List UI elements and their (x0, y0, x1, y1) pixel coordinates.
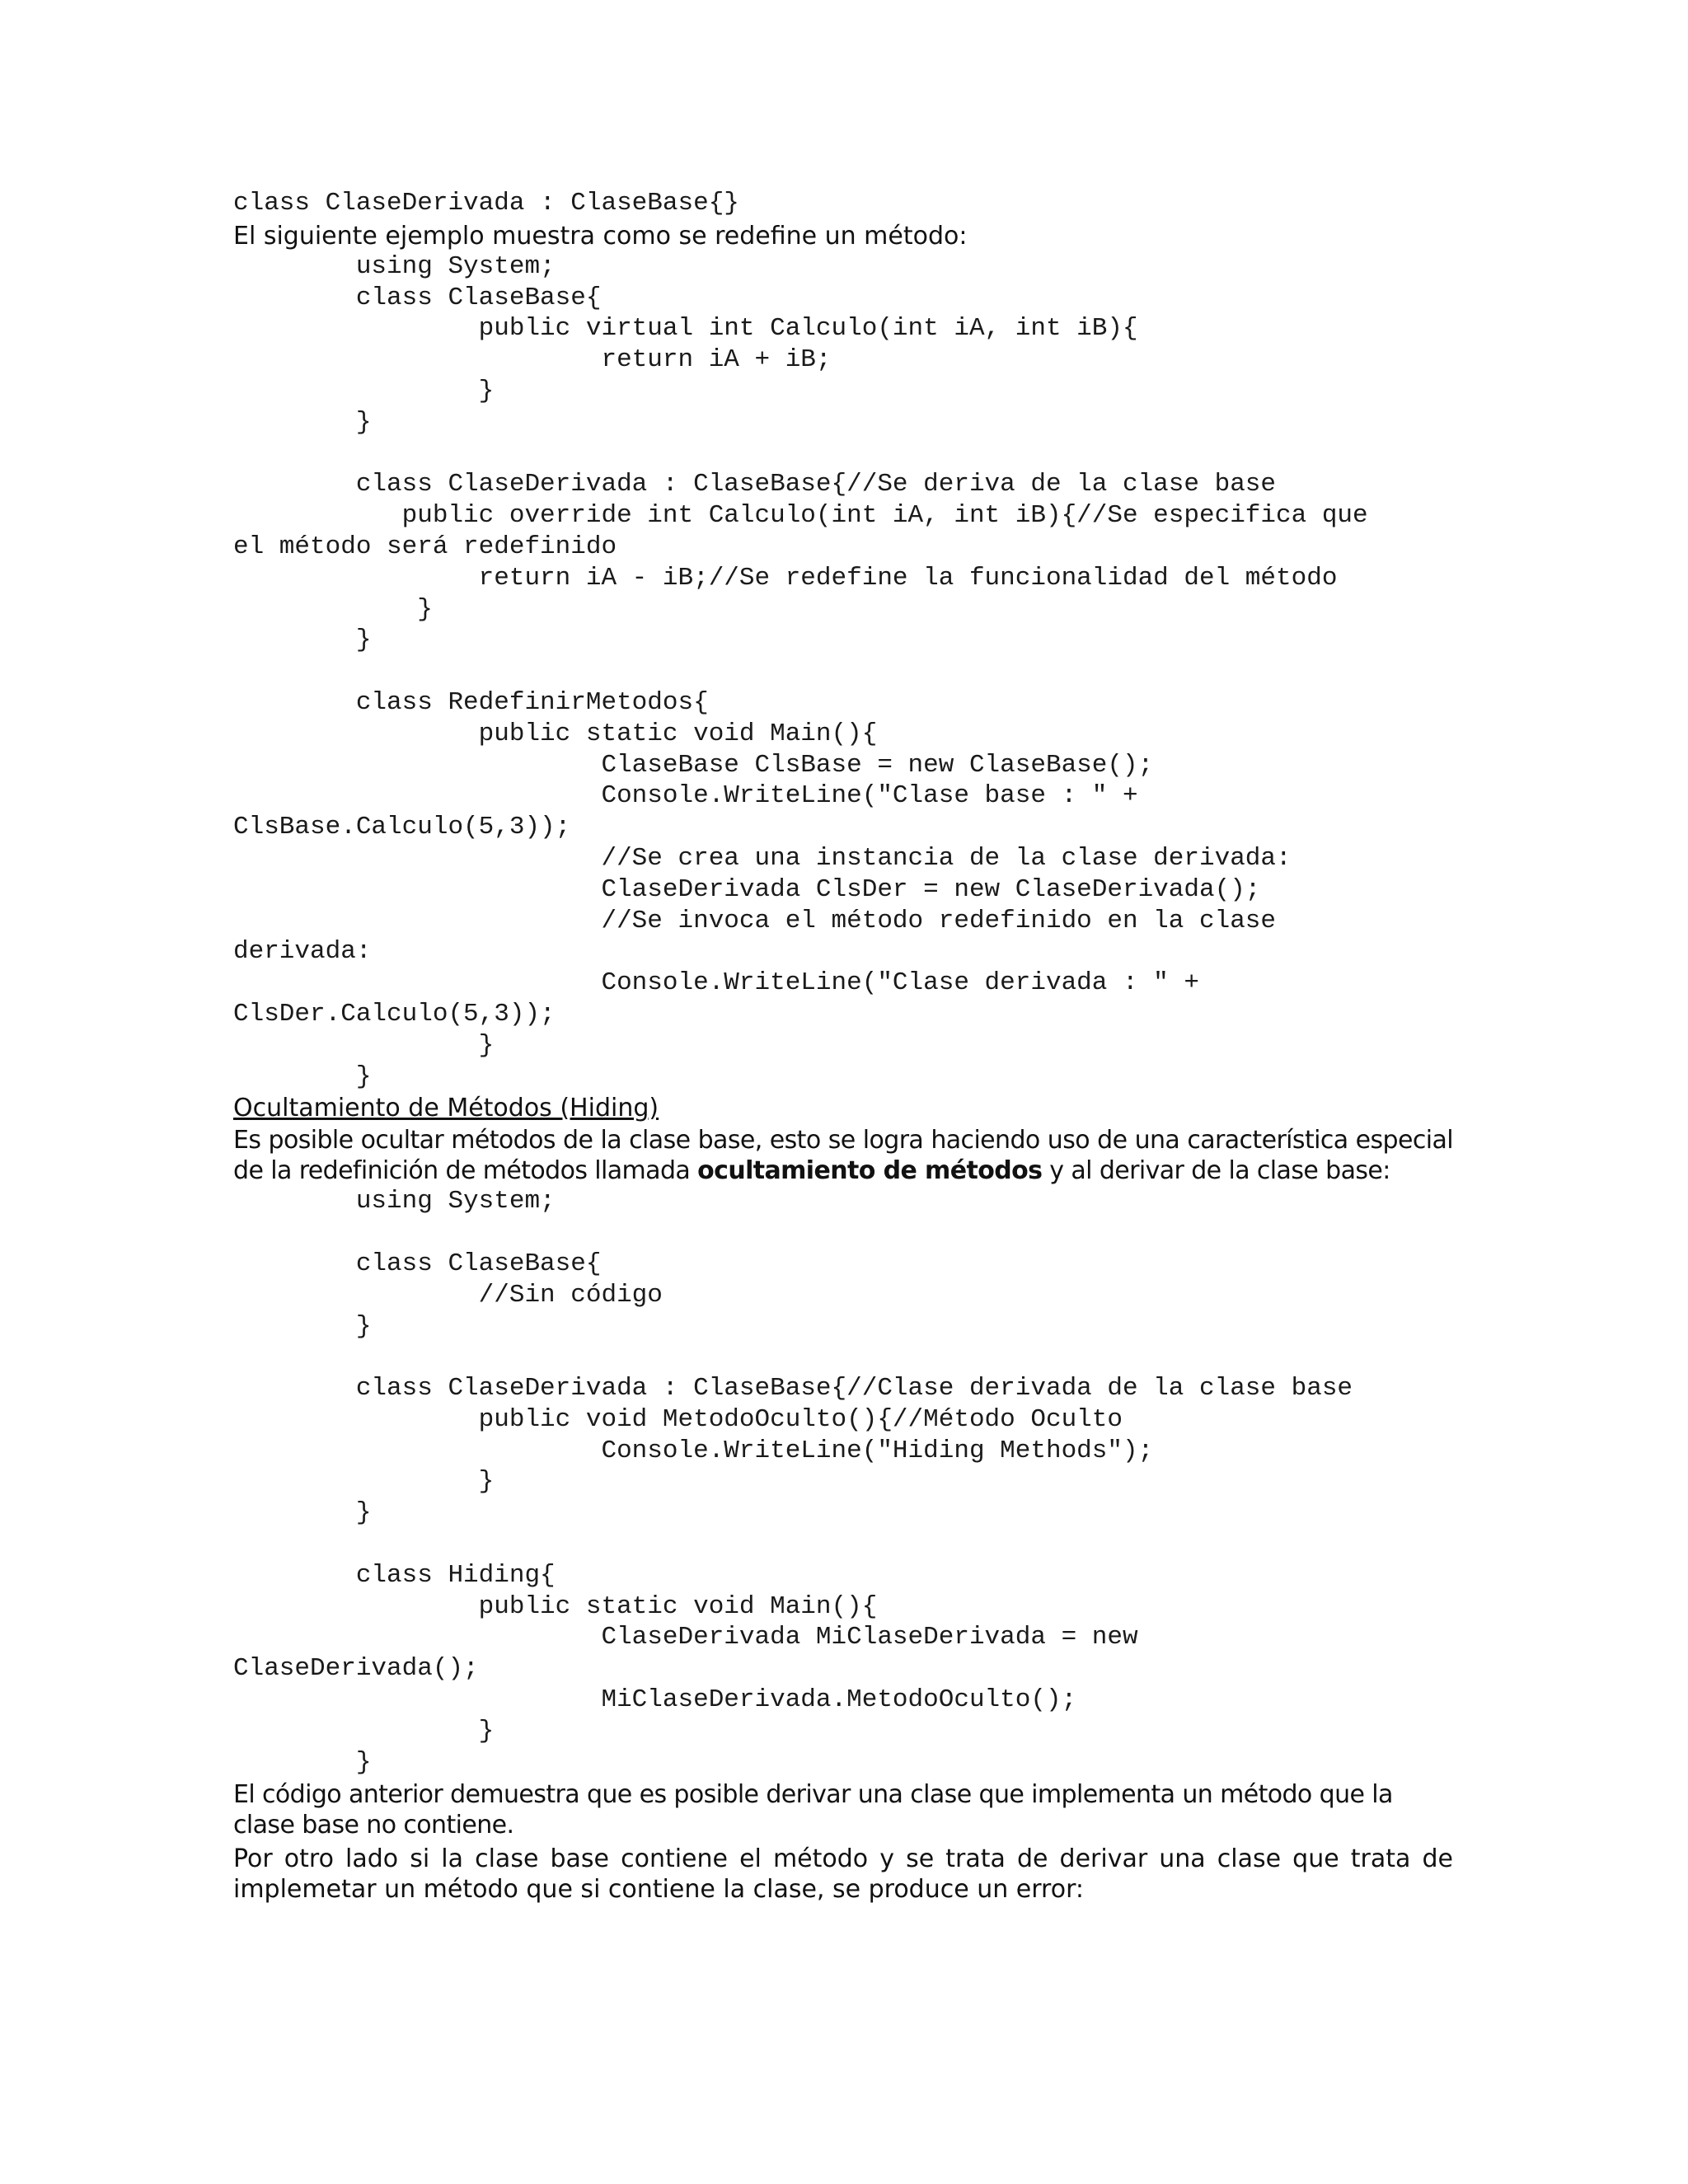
code-line: public static void Main(){ (233, 1591, 878, 1621)
code-line: } (233, 407, 372, 437)
code-line: } (233, 1498, 372, 1528)
code-line: } (233, 1062, 372, 1091)
hiding-paragraph-bold-term: ocultamiento de métodos (697, 1156, 1043, 1186)
code-line: Console.WriteLine("Clase base : " + (233, 781, 1138, 811)
code-line: public virtual int Calculo(int iA, int iB){ (233, 314, 1138, 344)
code-line: class ClaseDerivada : ClaseBase{//Clase derivada de la clase base (233, 1374, 1353, 1404)
code-line: class RedefinirMetodos{ (233, 687, 709, 717)
code-line: ClsBase.Calculo(5,3)); (233, 813, 571, 842)
code-block-redefine (233, 251, 1453, 1093)
intro-text: El siguiente ejemplo muestra como se redefine un método: (233, 221, 968, 251)
code-line: el método será redefinido (233, 532, 617, 561)
code-line: } (233, 594, 433, 624)
code-line: Console.WriteLine("Hiding Methods"); (233, 1436, 1154, 1465)
section-heading-hiding: Ocultamiento de Métodos (Hiding) (233, 1094, 659, 1123)
code-line: ClaseDerivada(); (233, 1654, 479, 1684)
code-line: class ClaseDerivada : ClaseBase{} (233, 189, 739, 218)
code-line: //Se crea una instancia de la clase derivada: (233, 843, 1292, 873)
document-page (233, 188, 1453, 1905)
code-line: public override int Calculo(int iA, int iB){//Se especifica que (233, 501, 1368, 531)
code-line: class ClaseBase{ (233, 283, 602, 312)
code-line: } (233, 1716, 495, 1746)
code-line: public void MetodoOculto(){//Método Oculto (233, 1404, 1123, 1434)
code-line (233, 656, 1453, 687)
code-line: //Se invoca el método redefinido en la clase (233, 906, 1277, 935)
code-line: ClaseDerivada MiClaseDerivada = new (233, 1623, 1138, 1652)
code-block-intro (233, 188, 1453, 219)
code-line: } (233, 376, 495, 405)
code-line: class ClaseDerivada : ClaseBase{//Se deriva de la clase base (233, 470, 1277, 499)
hiding-paragraph (233, 1125, 1453, 1186)
code-line: } (233, 1467, 495, 1497)
code-line (233, 1529, 1453, 1560)
code-line: } (233, 1311, 372, 1341)
closing-paragraph-2: Por otro lado si la clase base contiene el método y se trata de derivar una clase que trata de implemetar un método que si contiene la clase, se produce un error: (233, 1844, 1453, 1905)
code-line: using System; (233, 1187, 556, 1216)
code-line: ClaseDerivada ClsDer = new ClaseDerivada(); (233, 874, 1261, 904)
code-line: ClsDer.Calculo(5,3)); (233, 999, 556, 1029)
code-line: using System; (233, 251, 556, 281)
hiding-paragraph-text-end: y al derivar de la clase base: (1042, 1156, 1390, 1186)
code-line (233, 1342, 1453, 1373)
code-line (233, 438, 1453, 470)
code-line: ClaseBase ClsBase = new ClaseBase(); (233, 750, 1154, 780)
code-line (233, 1217, 1453, 1249)
code-line: return iA - iB;//Se redefine la funcionalidad del método (233, 563, 1338, 593)
code-line: } (233, 1030, 495, 1060)
code-line: public static void Main(){ (233, 719, 878, 748)
code-line: derivada: (233, 937, 372, 967)
code-line: class ClaseBase{ (233, 1249, 602, 1278)
code-block-hiding (233, 1186, 1453, 1778)
code-line: } (233, 626, 372, 655)
code-line: } (233, 1747, 372, 1777)
closing-paragraph-1: El código anterior demuestra que es posible derivar una clase que implementa un método que la clase base no contiene. (233, 1780, 1393, 1840)
code-line: class Hiding{ (233, 1560, 556, 1590)
code-line: //Sin código (233, 1280, 663, 1310)
code-line: return iA + iB; (233, 345, 832, 375)
hiding-paragraph-text: Es posible ocultar métodos de la clase base, esto se logra haciendo uso de una característica especial de la redefinición de métodos llamada (233, 1126, 1453, 1186)
code-line: MiClaseDerivada.MetodoOculto(); (233, 1685, 1077, 1715)
code-line: Console.WriteLine("Clase derivada : " + (233, 968, 1199, 998)
